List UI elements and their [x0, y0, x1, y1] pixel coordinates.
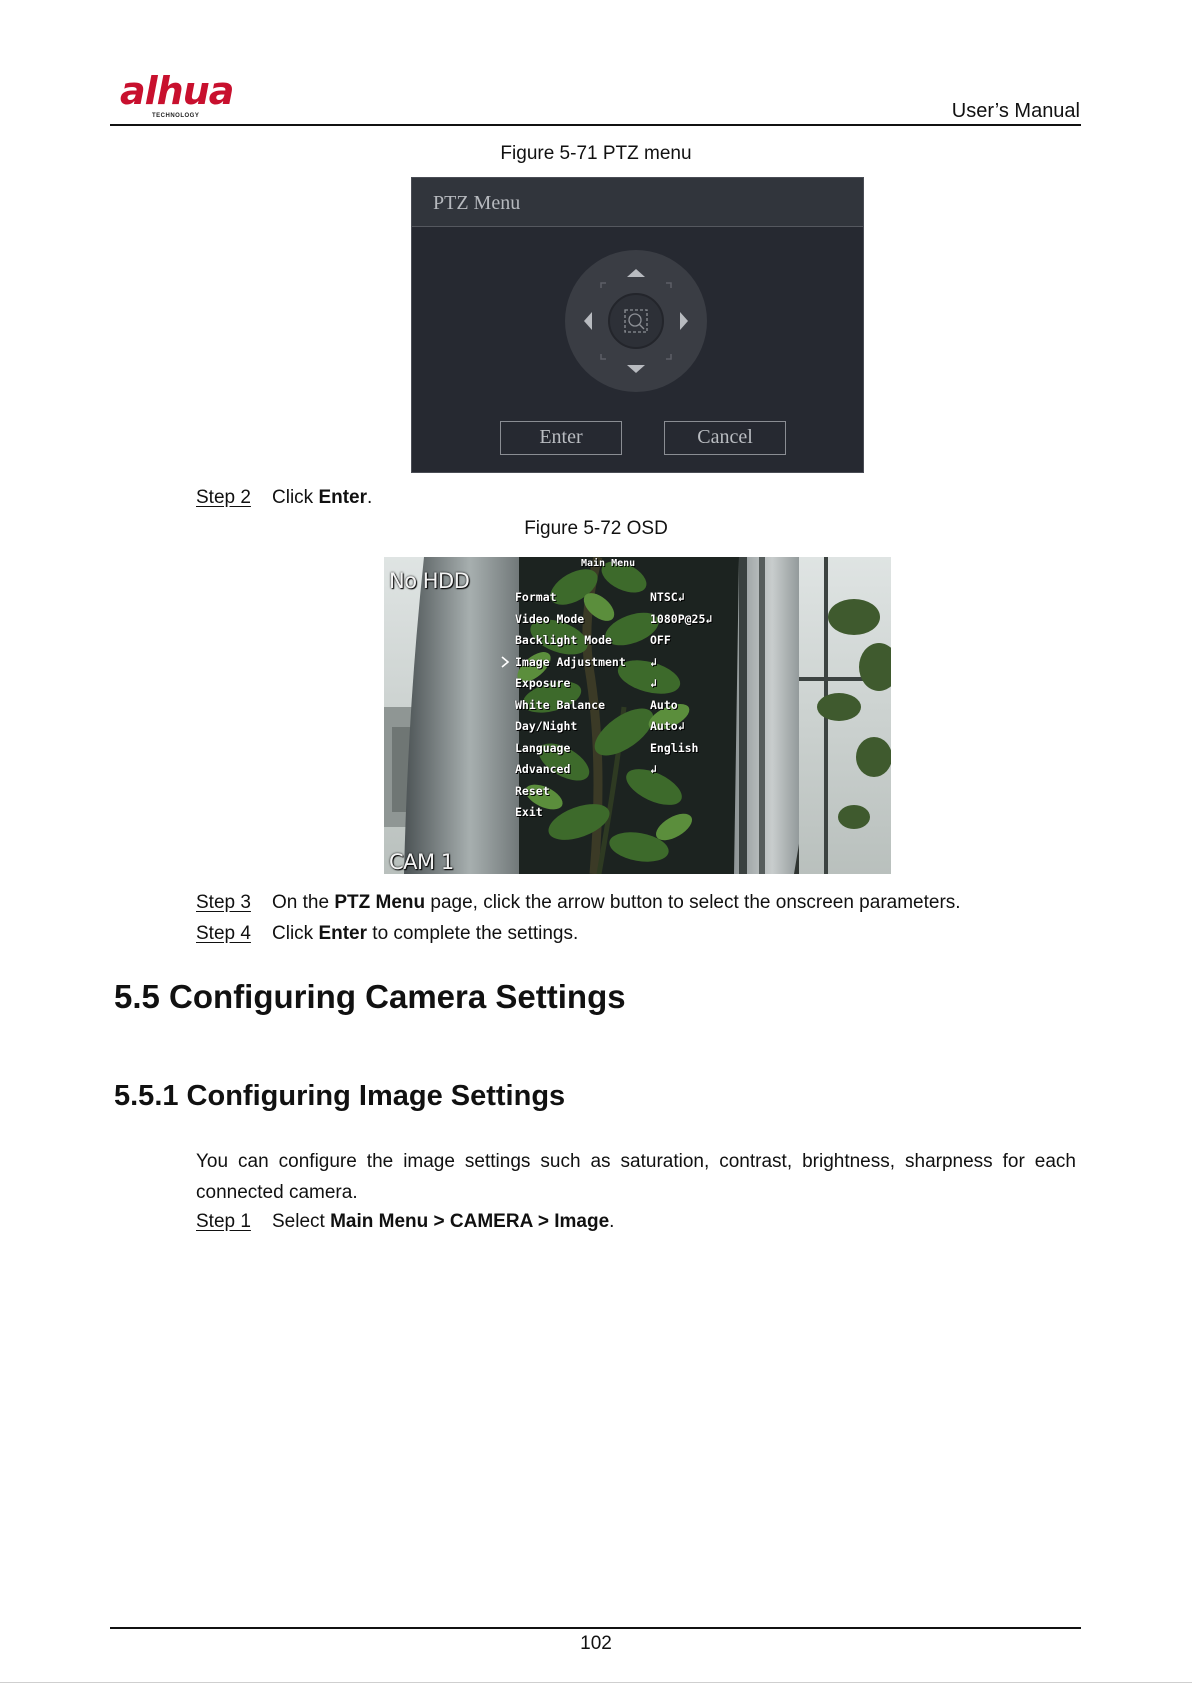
figure-caption-osd: Figure 5-72 OSD	[524, 518, 668, 539]
dialog-titlebar	[412, 178, 863, 227]
section-heading: 5.5 Configuring Camera Settings	[114, 978, 626, 1015]
logo-tagline: TECHNOLOGY	[152, 113, 200, 119]
cancel-button[interactable]: Cancel	[664, 421, 786, 455]
step-label: Step 4	[196, 923, 251, 944]
step-label: Step 3	[196, 892, 251, 913]
osd-value-language: English	[650, 741, 699, 755]
osd-menu-title: Main Menu	[581, 558, 636, 569]
header-divider	[110, 124, 1081, 126]
osd-camera-view	[384, 557, 891, 874]
osd-item-advanced[interactable]: Advanced	[515, 762, 571, 776]
osd-item-exit[interactable]: Exit	[515, 805, 543, 819]
ptz-menu-dialog	[411, 177, 864, 473]
camera-name: CAM 1	[389, 850, 454, 874]
subsection-heading: 5.5.1 Configuring Image Settings	[114, 1080, 566, 1112]
manual-title: User’s Manual	[951, 100, 1080, 122]
enter-term: Enter	[318, 487, 368, 508]
dialog-title: PTZ Menu	[433, 192, 521, 214]
osd-item-day-night[interactable]: Day/Night	[515, 719, 578, 733]
osd-value-white-balance: Auto	[650, 698, 678, 712]
osd-item-exposure[interactable]: Exposure	[515, 676, 571, 690]
logo-wordmark: alhua	[120, 69, 234, 113]
osd-item-format[interactable]: Format	[515, 590, 557, 604]
osd-value-format: NTSC↲	[650, 590, 685, 604]
camera-scene-image	[384, 557, 891, 874]
hdd-status: No HDD	[389, 569, 470, 593]
dahua-logo	[120, 69, 250, 128]
step-1: Step 1 Select Main Menu > CAMERA > Image.	[196, 1211, 615, 1232]
body-paragraph: You can configure the image settings such as saturation, contrast, brightness, sharpness for each connected camera.	[196, 1151, 1076, 1203]
osd-item-reset[interactable]: Reset	[515, 784, 550, 798]
osd-item-white-balance[interactable]: White Balance	[515, 698, 606, 712]
osd-item-backlight-mode[interactable]: Backlight Mode	[515, 633, 612, 647]
menu-path-term: Main Menu > CAMERA > Image	[330, 1211, 610, 1232]
footer-divider	[110, 1627, 1081, 1629]
step-3: Step 3 On the PTZ Menu page, click the arrow button to select the onscreen parameters.	[196, 892, 961, 913]
step-2: Step 2 Click Enter.	[196, 487, 373, 508]
enter-term: Enter	[318, 923, 368, 944]
osd-value-advanced: ↲	[650, 762, 657, 776]
osd-value-video-mode: 1080P@25↲	[650, 612, 713, 626]
osd-value-exposure: ↲	[650, 676, 657, 690]
page-number: 102	[580, 1633, 612, 1654]
step-label: Step 1	[196, 1211, 251, 1232]
osd-item-language[interactable]: Language	[515, 741, 571, 755]
ptz-direction-pad	[565, 250, 707, 392]
osd-item-video-mode[interactable]: Video Mode	[515, 612, 585, 626]
enter-button[interactable]: Enter	[500, 421, 622, 455]
osd-value-image-adjustment: ↲	[650, 655, 657, 669]
ptz-menu-term: PTZ Menu	[334, 892, 426, 913]
page-bottom-edge	[0, 1682, 1192, 1683]
figure-caption-ptz: Figure 5-71 PTZ menu	[500, 143, 692, 164]
osd-value-day-night: Auto↲	[650, 719, 685, 733]
step-4: Step 4 Click Enter to complete the settings.	[196, 923, 579, 944]
step-label: Step 2	[196, 487, 251, 508]
osd-item-image-adjustment[interactable]: Image Adjustment	[515, 655, 626, 669]
osd-value-backlight-mode: OFF	[650, 633, 671, 647]
